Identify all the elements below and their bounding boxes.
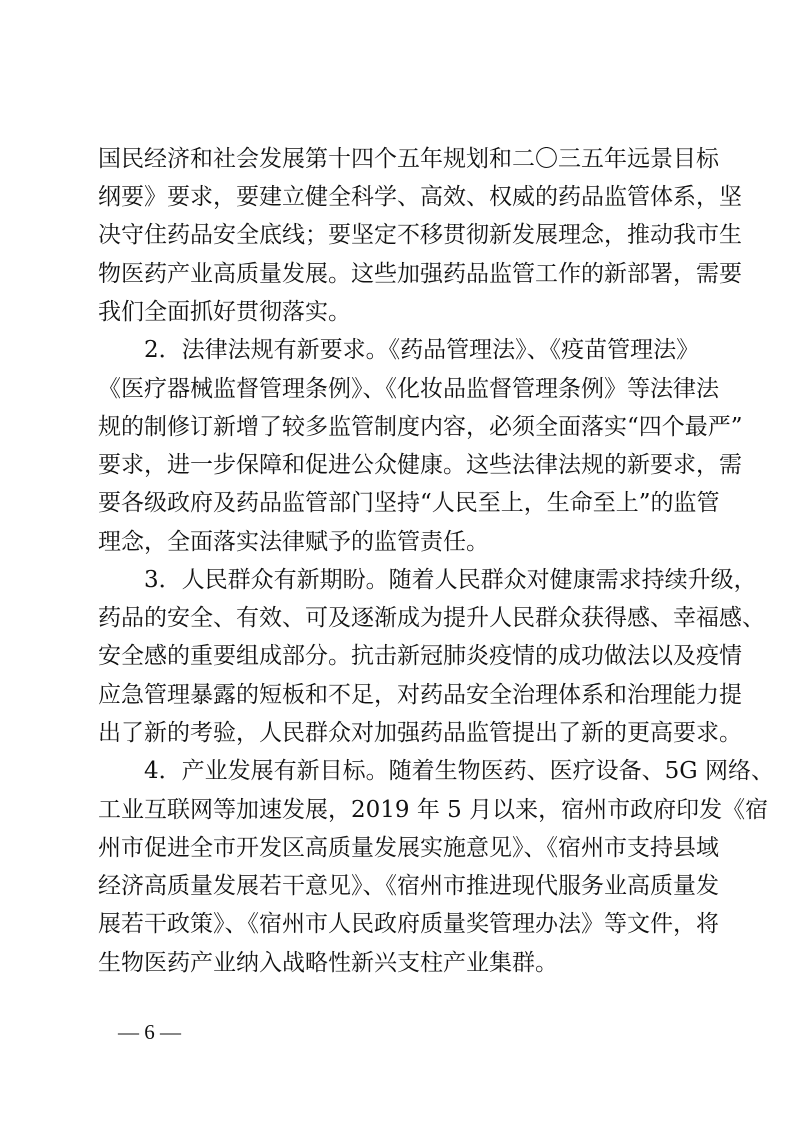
paragraph-3-heading-line: 3．人民群众有新期盼。随着人民群众对健康需求持续升级， xyxy=(144,567,757,593)
text-line: 决守住药品安全底线；要坚定不移贯彻新发展理念，推动我市生 xyxy=(98,222,742,248)
text-line: 安全感的重要组成部分。抗击新冠肺炎疫情的成功做法以及疫情 xyxy=(98,643,742,669)
text-line: 我们全面抓好贯彻落实。 xyxy=(98,299,351,325)
text-line: 要求，进一步保障和促进公众健康。这些法律法规的新要求，需 xyxy=(98,452,742,478)
text-line: 《医疗器械监督管理条例》、《化妆品监督管理条例》等法律法 xyxy=(98,376,719,402)
text-line: 国民经济和社会发展第十四个五年规划和二〇三五年远景目标 xyxy=(98,146,719,172)
text-line: 工业互联网等加速发展，2019 年 5 月以来，宿州市政府印发《宿 xyxy=(98,797,769,823)
text-line: 生物医药产业纳入战略性新兴支柱产业集群。 xyxy=(98,950,558,976)
text-line: 应急管理暴露的短板和不足，对药品安全治理体系和治理能力提 xyxy=(98,682,742,708)
text-line: 出了新的考验，人民群众对加强药品监管提出了新的更高要求。 xyxy=(98,720,742,746)
text-line: 理念，全面落实法律赋予的监管责任。 xyxy=(98,529,489,555)
text-line: 纲要》要求，要建立健全科学、高效、权威的药品监管体系，坚 xyxy=(98,184,742,210)
text-line: 规的制修订新增了较多监管制度内容，必须全面落实“四个最严” xyxy=(98,414,743,440)
text-line: 州市促进全市开发区高质量发展实施意见》、《宿州市支持县域 xyxy=(98,835,719,861)
paragraph-4-heading-line: 4．产业发展有新目标。随着生物医药、医疗设备、5G 网络、 xyxy=(144,758,774,784)
text-line: 物医药产业高质量发展。这些加强药品监管工作的新部署，需要 xyxy=(98,261,742,287)
text-line: 展若干政策》、《宿州市人民政府质量奖管理办法》等文件，将 xyxy=(98,911,719,937)
text-line: 药品的安全、有效、可及逐渐成为提升人民群众获得感、幸福感、 xyxy=(98,605,765,631)
page-number: — 6 — xyxy=(118,1020,181,1044)
text-line: 经济高质量发展若干意见》、《宿州市推进现代服务业高质量发 xyxy=(98,873,719,899)
paragraph-2-heading-line: 2．法律法规有新要求。《药品管理法》、《疫苗管理法》 xyxy=(144,337,700,363)
text-line: 要各级政府及药品监管部门坚持“人民至上，生命至上”的监管 xyxy=(98,490,720,516)
